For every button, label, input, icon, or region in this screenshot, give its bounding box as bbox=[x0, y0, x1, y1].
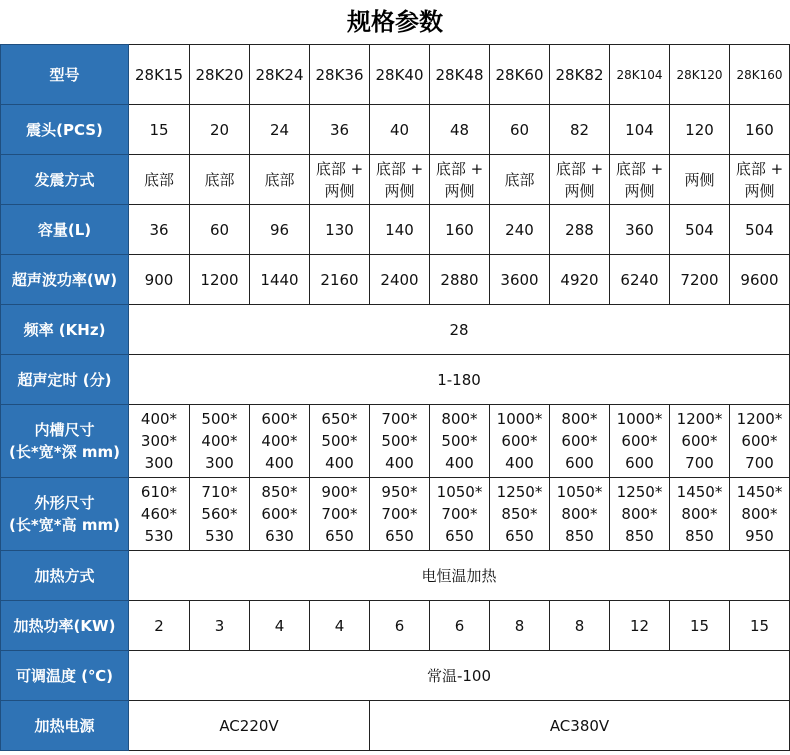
table-cell: 4 bbox=[250, 601, 310, 651]
table-cell: 底部 + 两侧 bbox=[610, 155, 670, 205]
merged-cell: AC220V bbox=[129, 701, 370, 751]
table-row bbox=[1, 105, 790, 155]
table-cell: 1450* 800* 950 bbox=[730, 478, 790, 551]
row-label: 发震方式 bbox=[1, 155, 129, 205]
table-cell: 1200 bbox=[190, 255, 250, 305]
table-cell: 4920 bbox=[550, 255, 610, 305]
row-label: 频率 (KHz) bbox=[1, 305, 129, 355]
row-label: 震头(PCS) bbox=[1, 105, 129, 155]
table-cell: 610* 460* 530 bbox=[129, 478, 190, 551]
table-cell: 800* 500* 400 bbox=[430, 405, 490, 478]
table-cell: 1000* 600* 400 bbox=[490, 405, 550, 478]
table-cell: 160 bbox=[430, 205, 490, 255]
table-cell: 20 bbox=[190, 105, 250, 155]
table-cell: 28K24 bbox=[250, 45, 310, 105]
page-title: 规格参数 bbox=[347, 8, 443, 36]
table-cell: 6 bbox=[430, 601, 490, 651]
table-cell: 120 bbox=[670, 105, 730, 155]
row-label: 外形尺寸 (长*宽*高 mm) bbox=[1, 478, 129, 551]
table-row bbox=[1, 551, 790, 601]
table-cell: 96 bbox=[250, 205, 310, 255]
table-cell: 1200* 600* 700 bbox=[670, 405, 730, 478]
table-cell: 600* 400* 400 bbox=[250, 405, 310, 478]
table-cell: 28K160 bbox=[730, 45, 790, 105]
table-cell: 950* 700* 650 bbox=[370, 478, 430, 551]
row-label: 型号 bbox=[1, 45, 129, 105]
table-cell: 1250* 850* 650 bbox=[490, 478, 550, 551]
table-cell: 12 bbox=[610, 601, 670, 651]
table-cell: 1050* 700* 650 bbox=[430, 478, 490, 551]
table-cell: 15 bbox=[730, 601, 790, 651]
table-cell: 底部 + 两侧 bbox=[370, 155, 430, 205]
row-label: 加热功率(KW) bbox=[1, 601, 129, 651]
table-cell: 28K36 bbox=[310, 45, 370, 105]
table-cell: 24 bbox=[250, 105, 310, 155]
row-label: 超声定时 (分) bbox=[1, 355, 129, 405]
merged-cell: 1-180 bbox=[129, 355, 790, 405]
table-cell: 28K60 bbox=[490, 45, 550, 105]
table-cell: 504 bbox=[670, 205, 730, 255]
table-cell: 240 bbox=[490, 205, 550, 255]
row-label: 加热方式 bbox=[1, 551, 129, 601]
table-cell: 710* 560* 530 bbox=[190, 478, 250, 551]
spec-table bbox=[0, 44, 790, 751]
table-cell: 1440 bbox=[250, 255, 310, 305]
table-cell: 60 bbox=[190, 205, 250, 255]
table-cell: 160 bbox=[730, 105, 790, 155]
table-cell: 6240 bbox=[610, 255, 670, 305]
table-row bbox=[1, 601, 790, 651]
row-label: 超声波功率(W) bbox=[1, 255, 129, 305]
table-cell: 底部 + 两侧 bbox=[430, 155, 490, 205]
table-cell: 1050* 800* 850 bbox=[550, 478, 610, 551]
table-cell: 9600 bbox=[730, 255, 790, 305]
row-label: 容量(L) bbox=[1, 205, 129, 255]
row-label: 内槽尺寸 (长*宽*深 mm) bbox=[1, 405, 129, 478]
table-cell: 底部 bbox=[190, 155, 250, 205]
table-cell: 360 bbox=[610, 205, 670, 255]
table-cell: 28K48 bbox=[430, 45, 490, 105]
table-cell: 2400 bbox=[370, 255, 430, 305]
table-cell: 28K120 bbox=[670, 45, 730, 105]
merged-cell: AC380V bbox=[370, 701, 790, 751]
table-cell: 2 bbox=[129, 601, 190, 651]
table-cell: 130 bbox=[310, 205, 370, 255]
table-cell: 15 bbox=[129, 105, 190, 155]
table-cell: 2160 bbox=[310, 255, 370, 305]
table-row bbox=[1, 305, 790, 355]
table-cell: 1200* 600* 700 bbox=[730, 405, 790, 478]
table-row bbox=[1, 478, 790, 551]
table-row bbox=[1, 355, 790, 405]
table-cell: 1450* 800* 850 bbox=[670, 478, 730, 551]
table-cell: 504 bbox=[730, 205, 790, 255]
table-cell: 1000* 600* 600 bbox=[610, 405, 670, 478]
table-cell: 底部 bbox=[129, 155, 190, 205]
table-cell: 850* 600* 630 bbox=[250, 478, 310, 551]
table-cell: 28K15 bbox=[129, 45, 190, 105]
table-cell: 36 bbox=[310, 105, 370, 155]
table-row bbox=[1, 45, 790, 105]
table-row bbox=[1, 155, 790, 205]
table-row bbox=[1, 255, 790, 305]
table-cell: 140 bbox=[370, 205, 430, 255]
table-cell: 8 bbox=[490, 601, 550, 651]
table-cell: 28K40 bbox=[370, 45, 430, 105]
merged-cell: 常温-100 bbox=[129, 651, 790, 701]
table-cell: 400* 300* 300 bbox=[129, 405, 190, 478]
table-cell: 28K20 bbox=[190, 45, 250, 105]
table-cell: 底部 + 两侧 bbox=[550, 155, 610, 205]
table-cell: 82 bbox=[550, 105, 610, 155]
table-cell: 104 bbox=[610, 105, 670, 155]
merged-cell: 电恒温加热 bbox=[129, 551, 790, 601]
table-cell: 40 bbox=[370, 105, 430, 155]
table-row bbox=[1, 205, 790, 255]
table-row bbox=[1, 405, 790, 478]
table-cell: 底部 + 两侧 bbox=[310, 155, 370, 205]
table-cell: 650* 500* 400 bbox=[310, 405, 370, 478]
table-cell: 两侧 bbox=[670, 155, 730, 205]
table-cell: 800* 600* 600 bbox=[550, 405, 610, 478]
table-cell: 8 bbox=[550, 601, 610, 651]
table-cell: 60 bbox=[490, 105, 550, 155]
table-cell: 48 bbox=[430, 105, 490, 155]
table-cell: 底部 bbox=[490, 155, 550, 205]
table-cell: 500* 400* 300 bbox=[190, 405, 250, 478]
table-cell: 288 bbox=[550, 205, 610, 255]
table-cell: 2880 bbox=[430, 255, 490, 305]
table-cell: 900 bbox=[129, 255, 190, 305]
merged-cell: 28 bbox=[129, 305, 790, 355]
table-cell: 4 bbox=[310, 601, 370, 651]
table-cell: 1250* 800* 850 bbox=[610, 478, 670, 551]
table-cell: 底部 bbox=[250, 155, 310, 205]
table-cell: 3 bbox=[190, 601, 250, 651]
table-cell: 900* 700* 650 bbox=[310, 478, 370, 551]
table-cell: 7200 bbox=[670, 255, 730, 305]
table-cell: 28K104 bbox=[610, 45, 670, 105]
table-cell: 15 bbox=[670, 601, 730, 651]
table-row bbox=[1, 651, 790, 701]
row-label: 加热电源 bbox=[1, 701, 129, 751]
table-cell: 3600 bbox=[490, 255, 550, 305]
table-cell: 6 bbox=[370, 601, 430, 651]
row-label: 可调温度 (℃) bbox=[1, 651, 129, 701]
table-cell: 700* 500* 400 bbox=[370, 405, 430, 478]
table-row bbox=[1, 701, 790, 751]
table-cell: 36 bbox=[129, 205, 190, 255]
table-cell: 底部 + 两侧 bbox=[730, 155, 790, 205]
table-cell: 28K82 bbox=[550, 45, 610, 105]
